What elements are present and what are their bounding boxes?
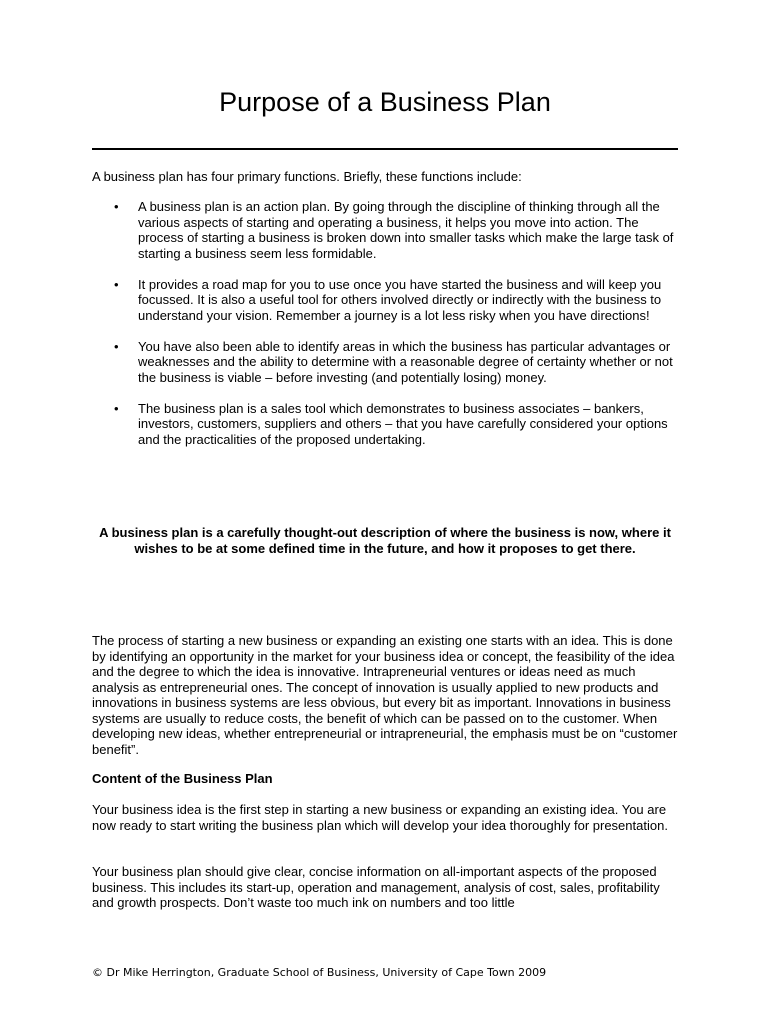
bullet-icon: • [114, 276, 119, 292]
body-paragraph-first-step: Your business idea is the first step in starting a new business or expanding an existing idea. You are now ready to start writing the business plan which will develop your idea thoroughly for presentation. [92, 802, 668, 833]
list-item-text: It provides a road map for you to use once you have started the business and will keep you focussed. It is also a useful tool for others involved directly or indirectly with the business to understand your vision. Remember a journey is a lot less risky when you have directions! [138, 276, 662, 323]
list-item [92, 401, 678, 448]
list-item-text: A business plan is an action plan. By going through the discipline of thinking through all the various aspects of starting and operating a business, it helps you move into action. The process of starting a business is broken down into smaller tasks which make the large task of starting a business seem less formidable. [138, 199, 674, 261]
section-heading: Content of the Business Plan [92, 771, 273, 786]
body-paragraph-clear-info: Your business plan should give clear, concise information on all-important aspects of the proposed business. This includes its start-up, operation and management, analysis of cost, sales, profitability and growth prospects. Don’t waste too much ink on numbers and too little [92, 864, 660, 910]
bullet-icon: • [114, 400, 119, 416]
copyright-footer: © Dr Mike Herrington, Graduate School of Business, University of Cape Town 2009 [92, 966, 547, 979]
list-item [92, 277, 678, 324]
list-item-text: The business plan is a sales tool which demonstrates to business associates – bankers, investors, customers, suppliers and others – that you have carefully considered your options and the practicalities of the proposed undertaking. [138, 400, 668, 447]
title-divider [92, 148, 678, 150]
intro-paragraph: A business plan has four primary functions. Briefly, these functions include: [92, 169, 522, 184]
page-title: Purpose of a Business Plan [219, 87, 551, 117]
list-item-text: You have also been able to identify areas in which the business has particular advantages or weaknesses and the ability to determine with a reasonable degree of certainty whether or not the business is viable – before investing (and potentially losing) money. [138, 338, 673, 385]
list-item [92, 339, 678, 386]
definition-callout: A business plan is a carefully thought-out description of where the business is now, where it wishes to be at some defined time in the future, and how it proposes to get there. [99, 525, 671, 556]
bullet-icon: • [114, 338, 119, 354]
list-item [92, 199, 678, 261]
body-paragraph-idea: The process of starting a new business or expanding an existing one starts with an idea. This is done by identifying an opportunity in the market for your business idea or concept, the feasibility of the idea and the degree to which the idea is innovative. Intrapreneurial ventures or ideas need as much analysis as entrepreneurial ones. The concept of innovation is usually applied to new products and innovations in business systems are less obvious, but every bit as important. Innovations in business systems are usually to reduce costs, the benefit of which can be passed on to the customer. When developing new ideas, whether entrepreneurial or intrapreneurial, the emphasis must be on “customer benefit”. [92, 633, 678, 757]
bullet-icon: • [114, 199, 119, 214]
functions-list [92, 199, 678, 463]
